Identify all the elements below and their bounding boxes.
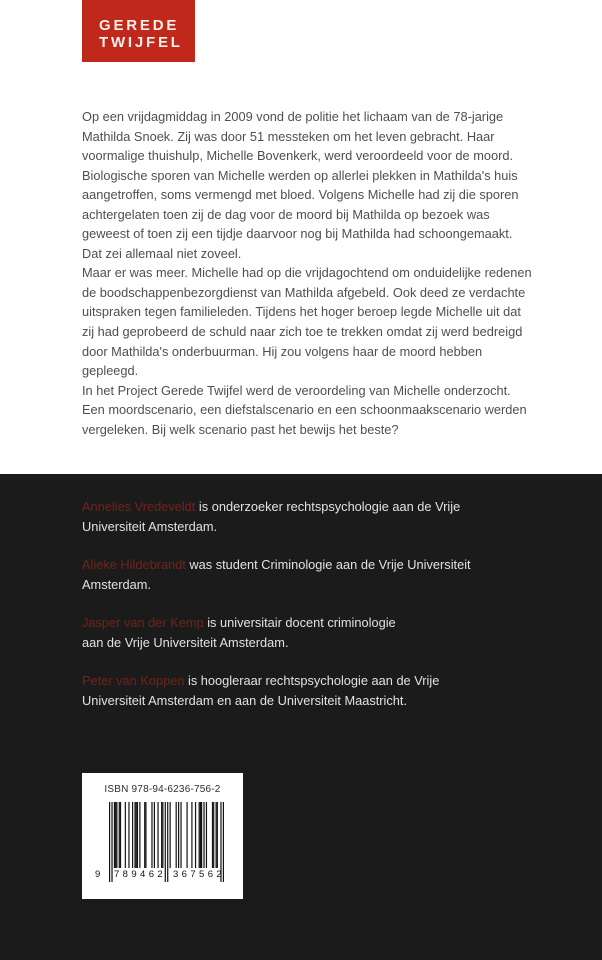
blurb-line: vergeleken. Bij welk scenario past het bewijs het beste? xyxy=(82,421,399,437)
author-bios xyxy=(82,497,471,729)
barcode-digits-left: 789462 xyxy=(114,869,167,880)
author-entry xyxy=(82,555,471,594)
series-logo xyxy=(82,0,195,62)
blurb-line: Dat zei allemaal niet zoveel. xyxy=(82,245,242,261)
author-name: Peter van Koppen xyxy=(82,673,185,688)
barcode-digits-right: 367562 xyxy=(173,869,226,880)
blurb-line: Biologische sporen van Michelle werden op allerlei plekken in Mathilda's huis xyxy=(82,167,518,183)
isbn-label: ISBN 978-94-6236-756-2 xyxy=(104,784,221,795)
blurb-line: In het Project Gerede Twijfel werd de veroordeling van Michelle onderzocht. xyxy=(82,382,511,398)
blurb-line: Op een vrijdagmiddag in 2009 vond de politie het lichaam van de 78-jarige xyxy=(82,109,504,124)
author-name: Annelies Vredeveldt xyxy=(82,499,196,514)
author-bio-text: was student Criminologie aan de Vrije Universiteit xyxy=(185,557,471,572)
author-bio-line: aan de Vrije Universiteit Amsterdam. xyxy=(82,634,289,650)
series-logo-line-2: TWIJFEL xyxy=(99,34,183,51)
series-logo-line-1: GEREDE xyxy=(99,17,180,34)
blurb-line: gepleegd. xyxy=(82,363,139,379)
blurb-line: Een moordscenario, een diefstalscenario en een schoonmaakscenario werden xyxy=(82,402,527,418)
blurb-text xyxy=(82,107,532,439)
author-name: Alieke Hildebrandt xyxy=(82,557,186,572)
blurb-line: aangetroffen, soms vermengd met bloed. Volgens Michelle had zij die sporen xyxy=(82,187,519,203)
barcode-panel xyxy=(82,773,243,899)
author-bio-line: Universiteit Amsterdam. xyxy=(82,518,218,534)
blurb-line: geweest of toen zij een tijdje daarvoor nog bij Mathilda had schoongemaakt. xyxy=(82,226,513,242)
blurb-line: Maar er was meer. Michelle had op die vrijdagochtend om onduidelijke redenen xyxy=(82,265,532,281)
author-bio-line xyxy=(82,555,471,575)
author-entry xyxy=(82,671,471,710)
author-bio-line xyxy=(82,497,471,517)
author-entry xyxy=(82,613,471,652)
blurb-line: Mathilda Snoek. Zij was door 51 messteken om het leven gebracht. Haar xyxy=(82,128,495,144)
author-bio-text: is hoogleraar rechtspsychologie aan de Vrije xyxy=(184,673,440,688)
blurb-line: voormalige thuishulp, Michelle Bovenkerk, werd veroordeeld voor de moord. xyxy=(82,148,514,164)
author-bio-line: Amsterdam. xyxy=(82,576,151,592)
blurb-line: achtergelaten toen zij de dag voor de moord bij Mathilda op bezoek was xyxy=(82,206,490,222)
barcode-digit-lead: 9 xyxy=(95,869,101,880)
author-entry xyxy=(82,497,471,536)
author-bio-line xyxy=(82,671,471,691)
blurb-line: door Mathilda's onderbuurman. Hij zou volgens haar de moord hebben xyxy=(82,343,483,359)
blurb-line: zij had geprobeerd de schuld naar zich toe te trekken omdat zij werd bedreigd xyxy=(82,324,523,340)
blurb-line: uitspraken tegen familieleden. Tijdens het hoger beroep legde Michelle uit dat xyxy=(82,304,521,320)
author-bio-text: is onderzoeker rechtspsychologie aan de Vrije xyxy=(195,499,461,514)
author-bio-line: Universiteit Amsterdam en aan de Universiteit Maastricht. xyxy=(82,692,408,708)
author-bio-text: is universitair docent criminologie xyxy=(203,615,396,630)
author-bio-line xyxy=(82,613,471,633)
blurb-line: de boodschappenbezorgdienst van Mathilda afgebeld. Ook deed ze verdachte xyxy=(82,284,526,300)
author-name: Jasper van der Kemp xyxy=(82,615,204,630)
